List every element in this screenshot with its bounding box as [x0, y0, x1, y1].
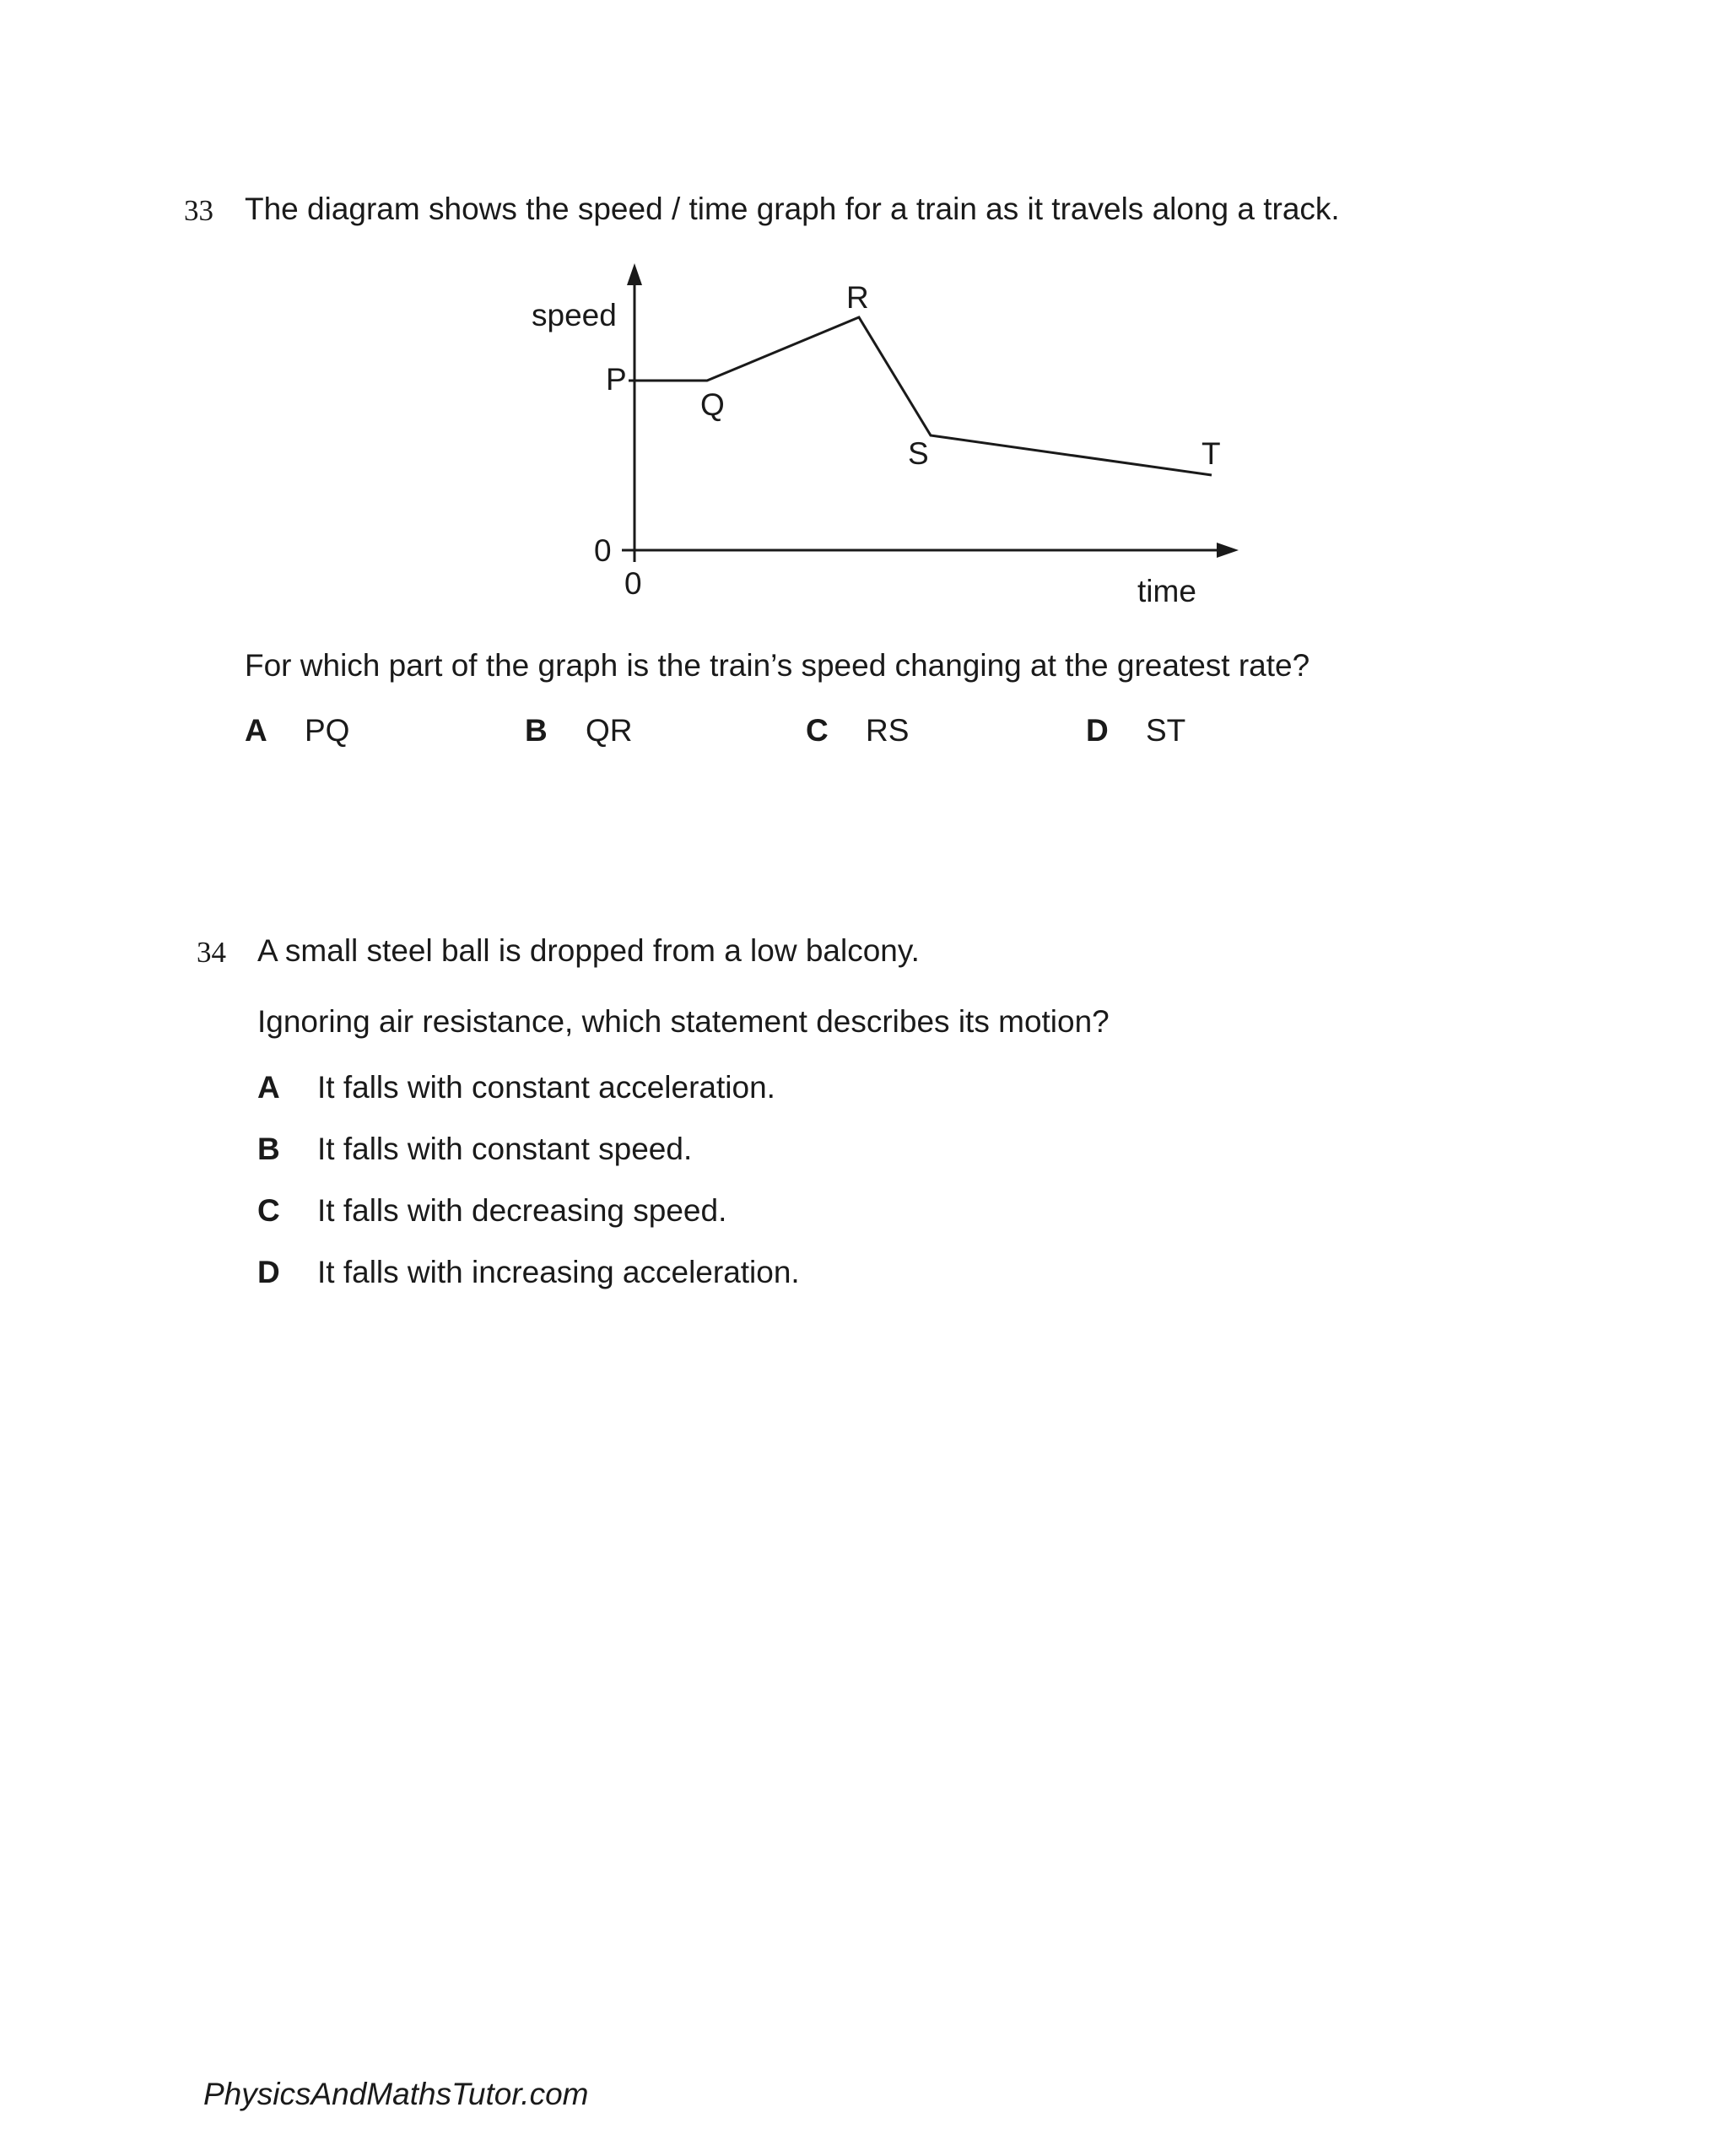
x-axis-arrowhead — [1217, 543, 1239, 558]
x-axis-label: time — [1137, 574, 1196, 608]
q34-option-a-letter: A — [257, 1070, 280, 1105]
q34-option-b-letter: B — [257, 1132, 280, 1166]
question-33-stem: The diagram shows the speed / time graph for a train as it travels along a track. — [245, 192, 1340, 226]
q33-option-a-letter: A — [245, 713, 267, 748]
footer-site-name: PhysicsAndMathsTutor.com — [203, 2077, 589, 2111]
q34-option-d-text: It falls with increasing acceleration. — [317, 1255, 800, 1289]
q34-option-c-text: It falls with decreasing speed. — [317, 1193, 727, 1228]
q33-option-d-letter: D — [1086, 713, 1109, 748]
q34-option-a-text: It falls with constant acceleration. — [317, 1070, 775, 1105]
question-number-34: 34 — [197, 936, 226, 969]
q33-option-c-text: RS — [866, 713, 910, 748]
point-label-t: T — [1202, 436, 1221, 471]
q34-option-d-letter: D — [257, 1255, 280, 1289]
y-axis-arrowhead — [627, 263, 642, 285]
question-number-33: 33 — [184, 194, 213, 227]
point-label-p: P — [606, 362, 627, 397]
y-axis-label: speed — [532, 298, 617, 332]
y-origin-tick-label: 0 — [594, 533, 612, 568]
q33-option-c-letter: C — [806, 713, 829, 748]
question-34-prompt: Ignoring air resistance, which statement describes its motion? — [257, 1004, 1110, 1039]
q33-option-a-text: PQ — [305, 713, 350, 748]
point-label-s: S — [908, 436, 929, 471]
q34-option-c-letter: C — [257, 1193, 280, 1228]
q33-option-d-text: ST — [1146, 713, 1186, 748]
q33-option-b-letter: B — [525, 713, 548, 748]
x-origin-tick-label: 0 — [624, 566, 642, 601]
q34-option-b-text: It falls with constant speed. — [317, 1132, 693, 1166]
question-33-prompt: For which part of the graph is the train’s speed changing at the greatest rate? — [245, 648, 1310, 683]
question-34-stem: A small steel ball is dropped from a low balcony. — [257, 933, 920, 968]
point-label-r: R — [846, 280, 869, 315]
q33-option-b-text: QR — [586, 713, 633, 748]
point-label-q: Q — [700, 387, 725, 422]
